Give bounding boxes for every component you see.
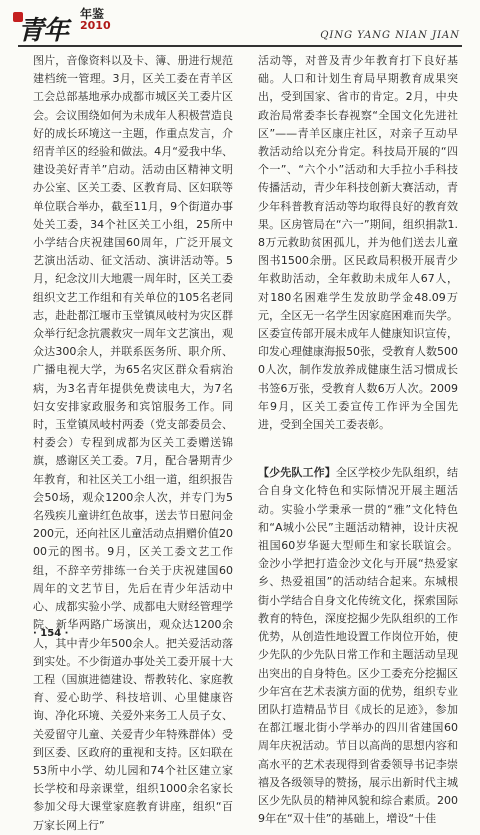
yearbook-logo: 青年 [18, 16, 69, 46]
page-number: · 154 · [33, 628, 69, 639]
right-column-paragraph-1: 活动等，对普及青少年教育打下良好基础。人口和计划生育局早期教育成果突出，受到国家、省市的肯定。2月，中央政治局常委李长春视察“全国文化先进社区”——青羊区康庄社区，对亲子互动早教活动给以充分肯定。科技局开展的“四个一”、“六个小”活动和大手拉小手科技传播活动，青少年科技创新大赛活动，青少年科普教育活动等均取得良好的教育效果。区房管局在“六一”期间，组织捐款1.8万元救助贫困孤儿，并为他们送去儿童图书1500余册。区民政局积极开展青少年救助活动，全年救助未成年人67人，对180名困难学生发放助学金48.09万元，全区无一名学生因家庭困难而失学。区委宣传部开展未成年人健康知识宣传，印发心理健康海报50张，受教育人数5000人次，制作发放养成健康生活习惯成长书签6万张，受教育人数6万人次。2009年9月，区关工委宣传工作评为全国先进，受到全国关工委表彰。 [258, 54, 458, 432]
left-column-text: 图片，音像资料以及卡、簿、册进行规范建档统一管理。3月，区关工委在青羊区工会总部基地承办成都市城区关工委片区会。会议围绕如何为未成年人积极营造良好的成长环境这一主题，作重点发言，介绍青羊区的经验和做法。4月“爱我中华、建设美好青羊”启动。活动由区精神文明办公室、区关工委、区教育局、区妇联等单位联合举办，截至11月，9个街道办事处关工委，34个社区关工小组，25所中小学结合庆祝建国60周年，广泛开展文艺演出活动、征文活动、演讲活动等。5月，纪念汶川大地震一周年时，区关工委组织文艺工作组和有关单位的105名老同志，赴赴都江堰市玉堂镇凤岐村为灾区群众举行纪念抗震救灾一周年文艺演出，观众达300余人，并联系医务所、职介所、广播电视大学，为65名灾区群众看病治病，为3名青年提供免费读电大，为7名妇女安排家政服务和宾馆服务工作。同时，玉堂镇凤岐村两委（党支部委员会、村委会）专程到成都为区关工委赠送锦旗，感谢区关工委。7月，配合暑期青少年教育，和社区关工小组一道，组织报告会50场，观众1200余人次，并专门为5名残疾儿童讲红色故事，送去节日慰问金200元，还向社区儿童活动点捐赠价值2000元的图书。9月，区关工委文艺工作组，不辞辛劳排练一台关于庆祝建国60周年的文艺节目，先后在青少年活动中心、成都实验小学、成都电大财经管理学院、新华两路广场演出，观众达1200余人，其中青少年500余人。把关爱活动落到实处。不少街道办事处关工委开展十大工程（国旗进德建设、帮教转化、家庭教育、爱心助学、科技培训、心里健康咨询、净化环境、关爱外来务工人员子女、关爱留守儿童、关爱青少年特殊群体）受到区委、区政府的重视和支持。区妇联在53所中小学、幼儿园和74个社区建立家长学校和母亲课堂，组织1000余名家长参加父母大课堂家庭教育讲座，组织“百万家长网上行” [33, 54, 233, 832]
paragraph-gap [258, 434, 458, 464]
yearbook-logo-sub [80, 8, 120, 32]
header-divider [18, 45, 462, 47]
header-pinyin-title: QING YANG NIAN JIAN [320, 30, 460, 41]
logo-sub-title: 年鉴 [80, 7, 105, 21]
section-title-young-pioneers: 【少先队工作】 [258, 466, 336, 480]
right-column [258, 52, 459, 826]
right-column-paragraph-2-body: 全区学校少先队组织，结合自身文化特色和实际情况开展主题活动。实验小学秉承一贯的“雅”文化特色和“A城小公民”主题活动精神，设计庆祝祖国60岁华诞大型师生和家长联谊会。金沙小学把打造金沙文化与开展“热爱家乡、热爱祖国”的活动结合起来。东城根街小学结合自身文化传统文化，探索国际教育的特色，深度挖掘少先队组织的工作优势，从创造性地设置工作岗位开始，使少先队的少先队日常工作和主题活动呈现出突出的自身特色。区少工委充分挖掘区少年宫在艺术表演方面的优势，组织专业团队打造精品节目《成长的足迹》，参加在都江堰北街小学举办的四川省建国60周年庆祝活动。节目以高尚的思想内容和高水平的艺术表现得到省委领导书记李崇禧及各级领导的赞扬，展示出新时代主城区少先队员的精神风貌和综合素质。2009年在“双十佳”的基础上，增设“十佳 [258, 466, 459, 826]
right-column-paragraph-2 [258, 464, 458, 828]
page-header [0, 0, 480, 52]
logo-sub-year: 2010 [80, 19, 111, 32]
